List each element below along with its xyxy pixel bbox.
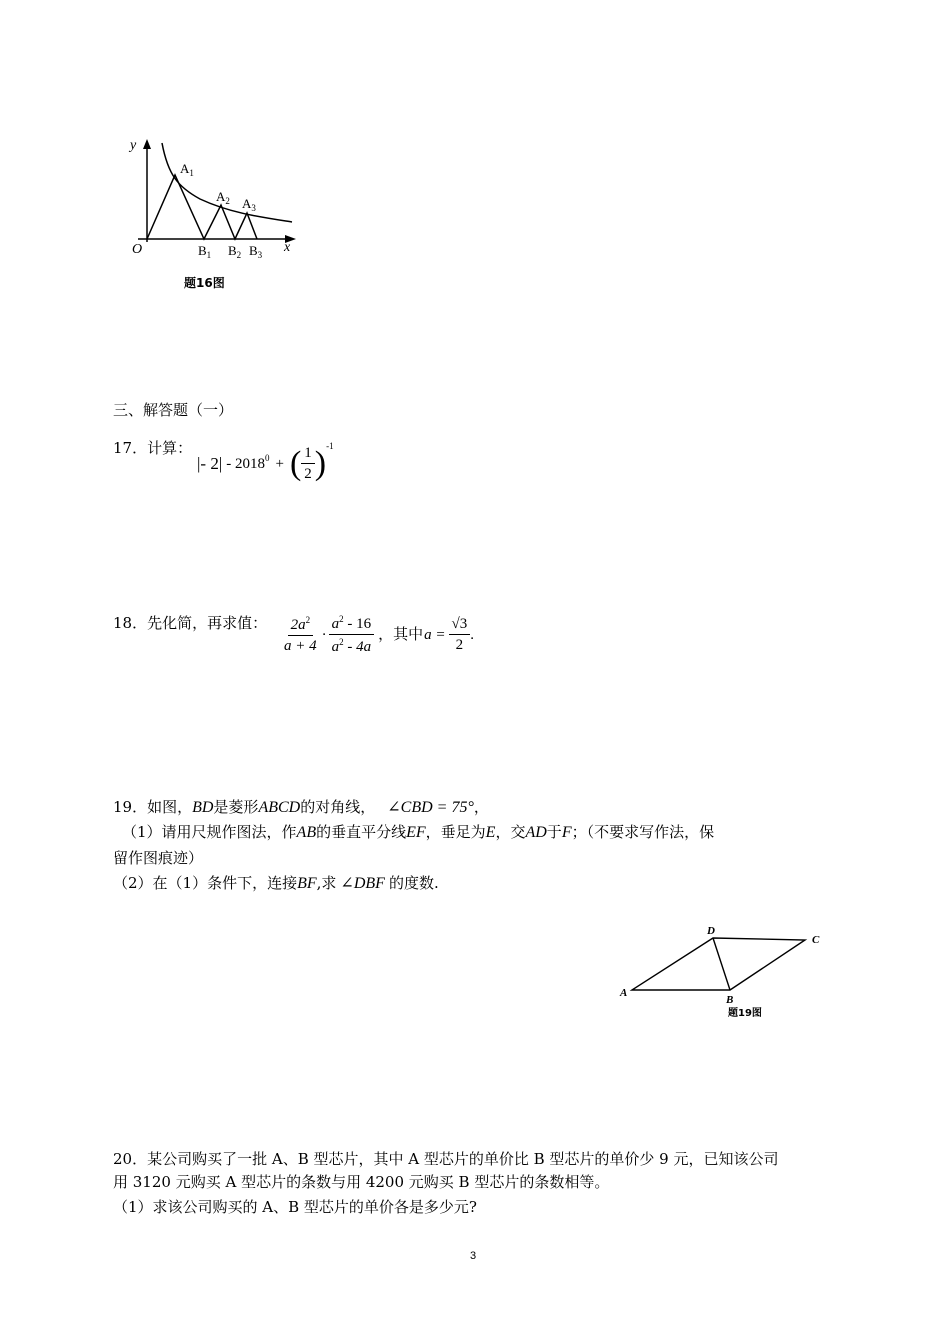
- y-axis-arrow: [143, 139, 151, 149]
- q17-plus: +: [275, 455, 284, 472]
- q20-line1: 20．某公司购买了一批 A、B 型芯片，其中 A 型芯片的单价比 B 型芯片的单价少 9 元，已知该公司: [113, 1150, 779, 1168]
- q18-expression: [281, 614, 474, 656]
- q19-l2-e2: 于: [546, 823, 562, 841]
- figure-19-caption: 题19图: [728, 1008, 762, 1019]
- q17-fraction: [301, 445, 315, 483]
- q19-line1: [113, 797, 489, 818]
- q17-frac-num: 1: [301, 445, 315, 464]
- q18-f1-num: 2a: [290, 617, 306, 633]
- b2-label: $B_2$: [228, 243, 242, 260]
- b3-label: $B_3$: [249, 243, 263, 260]
- q18-value: [449, 616, 471, 654]
- q19-l4-b: ,求: [316, 874, 337, 892]
- q19-ad: AD: [525, 824, 547, 841]
- q19-l1-a: 19．如图，: [113, 798, 193, 816]
- q17-exp: -1: [326, 441, 334, 451]
- q19-l1-d: ，: [473, 798, 489, 816]
- q18-val-den: 2: [455, 637, 464, 653]
- section-title: 三、解答题（一）: [113, 401, 234, 419]
- q18-f2-num-a: a: [331, 616, 340, 632]
- q17-expression: |- 2| - 2018 $^0$ + ( $\frac{1}{2}$ ) $^{-1}$: [197, 441, 334, 482]
- vertex-b: B: [726, 994, 734, 1006]
- q17-frac-den: 2: [304, 466, 312, 482]
- q18-dot: ·: [321, 626, 327, 643]
- x-label: x: [284, 240, 291, 255]
- q19-l2-d: ，交: [495, 823, 526, 841]
- rhombus: [632, 938, 805, 990]
- q19-dbf: ∠DBF: [340, 875, 385, 892]
- q19-l1-b: 是菱形: [213, 798, 259, 816]
- q19-abcd: ABCD: [258, 799, 301, 816]
- hyperbola-curve: [162, 143, 292, 222]
- vertex-d: D: [707, 925, 715, 937]
- q19-l2-c: ，垂足为: [425, 823, 486, 841]
- q18-f2-den-rest: - 4a: [343, 639, 372, 655]
- q18-val-num: √3: [449, 616, 471, 635]
- q19-line2: [122, 822, 714, 843]
- q19-l2-f2: ；（不要求写作法，保: [571, 823, 715, 841]
- q18-f2-num-rest: - 16: [343, 616, 372, 632]
- figure-19: [610, 920, 840, 1025]
- a1-label: $A_1$: [180, 161, 194, 178]
- question-17: [113, 438, 192, 458]
- q17-sup0: 0: [264, 453, 270, 463]
- q19-bd: BD: [192, 799, 214, 816]
- triangle-chain: [147, 175, 257, 239]
- q18-f1-den: a + 4: [284, 638, 317, 654]
- q19-angle: ∠CBD = 75°: [387, 799, 474, 816]
- q19-e: E: [485, 824, 496, 841]
- q19-l1-c: 的对角线，: [300, 798, 376, 816]
- page-number: 3: [470, 1250, 477, 1262]
- q20-line3: （1）求该公司购买的 A、B 型芯片的单价各是多少元?: [113, 1198, 477, 1216]
- figure-16: [120, 135, 310, 295]
- q18-number: 18．先化简，再求值：: [113, 614, 268, 632]
- q20-line2: 用 3120 元购买 A 型芯片的条数与用 4200 元购买 B 型芯片的条数相等。: [113, 1173, 610, 1191]
- q19-bf: BF: [297, 875, 317, 892]
- q19-l2-b: 的垂直平分线: [316, 823, 407, 841]
- q18-f2-den-a: a: [331, 639, 340, 655]
- vertex-a: A: [620, 987, 628, 999]
- q18-f2-den-sup: 2: [339, 637, 344, 647]
- diagonal-bd: [713, 938, 730, 990]
- q19-ab: AB: [296, 824, 317, 841]
- q17-year: - 2018: [226, 455, 265, 472]
- q19-f: F: [561, 824, 572, 841]
- q18-f1-sup: 2: [305, 615, 311, 625]
- a3-label: $A_3$: [242, 196, 256, 213]
- b1-label: $B_1$: [198, 243, 212, 260]
- figure-16-caption: 题16图: [184, 276, 225, 290]
- q19-l4-a: （2）在（1）条件下，连接: [113, 874, 298, 892]
- q19-ef: EF: [406, 824, 426, 841]
- q18-frac2: [329, 614, 375, 656]
- q17-number: 17．计算：: [113, 439, 193, 457]
- q18-where: ，其中: [378, 627, 424, 643]
- q19-l2-a: （1）请用尺规作图法，作: [122, 823, 297, 841]
- q19-line4: [113, 873, 439, 894]
- q18-f2-num-sup: 2: [339, 614, 344, 624]
- y-label: y: [130, 138, 137, 153]
- q19-line3: 留作图痕迹）: [113, 849, 204, 867]
- q19-l4-c: 的度数.: [388, 874, 439, 892]
- q18-frac1: [281, 615, 320, 655]
- a2-label: $A_2$: [216, 189, 230, 206]
- origin-label: O: [132, 242, 143, 257]
- q17-abs: |- 2|: [197, 454, 223, 473]
- q18-end: .: [470, 626, 474, 643]
- q18-a-eq: a =: [424, 626, 446, 643]
- vertex-c: C: [812, 934, 820, 946]
